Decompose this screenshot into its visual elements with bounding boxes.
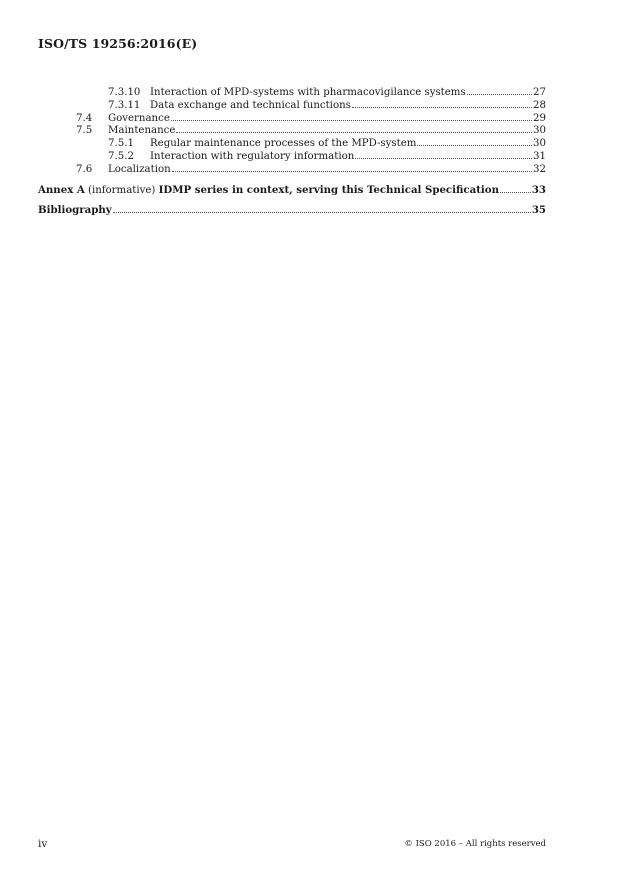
- dot-leader: [176, 132, 532, 133]
- toc-entry-title: Data exchange and technical functions: [150, 99, 351, 111]
- toc-entry[interactable]: [38, 151, 546, 164]
- page-number: iv: [38, 838, 48, 850]
- toc-entry-title: Interaction of MPD-systems with pharmacovigilance systems: [150, 87, 466, 98]
- bibliography-title: Bibliography: [38, 203, 112, 216]
- dot-leader: [500, 192, 531, 193]
- toc-entry-title: Governance: [108, 112, 170, 124]
- toc-entry-number: 7.6: [76, 163, 93, 175]
- toc-entry-number: 7.5.1: [108, 138, 134, 150]
- toc-entry-page: 29: [533, 112, 546, 124]
- toc-entry-number: 7.5: [76, 125, 93, 137]
- toc-entry-title: Interaction with regulatory information: [150, 150, 355, 162]
- toc-entry[interactable]: [38, 100, 546, 113]
- dot-leader: [417, 145, 532, 146]
- toc-entry[interactable]: [38, 164, 546, 177]
- dot-leader: [352, 107, 532, 108]
- toc-entry-title: Localization: [108, 163, 171, 175]
- annex-label: Annex A: [38, 183, 85, 196]
- toc-entry[interactable]: [38, 138, 546, 151]
- dot-leader: [355, 158, 532, 159]
- annex-title: IDMP series in context, serving this Technical Specification: [158, 183, 499, 196]
- dot-leader: [113, 212, 531, 213]
- annex-page: 33: [531, 183, 546, 196]
- toc-annex-entry[interactable]: [38, 183, 546, 197]
- toc-entry-number: 7.5.2: [108, 150, 134, 162]
- annex-title-group: [38, 183, 499, 198]
- toc-entry[interactable]: [38, 87, 546, 100]
- toc-entry-page: 31: [533, 150, 546, 162]
- toc-entry-page: 28: [533, 99, 546, 111]
- annex-type: (informative): [87, 184, 156, 196]
- toc-entry-number: 7.4: [76, 112, 93, 124]
- toc-entry-number: 7.3.10: [108, 87, 141, 98]
- dot-leader: [172, 171, 532, 172]
- dot-leader: [467, 94, 532, 95]
- bibliography-page: 35: [531, 203, 546, 216]
- toc-entry-title: Regular maintenance processes of the MPD-system: [150, 138, 417, 150]
- table-of-contents: [38, 87, 546, 217]
- toc-entry-page: 30: [533, 138, 546, 150]
- toc-entry-title: Maintenance: [108, 125, 176, 137]
- dot-leader: [171, 120, 532, 121]
- copyright-notice: © ISO 2016 – All rights reserved: [404, 839, 546, 849]
- toc-entry[interactable]: [38, 125, 546, 138]
- toc-bibliography-entry[interactable]: [38, 203, 546, 217]
- toc-entry-page: 27: [533, 87, 546, 98]
- toc-entry-page: 32: [533, 163, 546, 175]
- toc-entry[interactable]: [38, 113, 546, 126]
- document-id-header: ISO/TS 19256:2016(E): [38, 36, 198, 51]
- toc-entry-page: 30: [533, 125, 546, 137]
- toc-entry-number: 7.3.11: [108, 99, 141, 111]
